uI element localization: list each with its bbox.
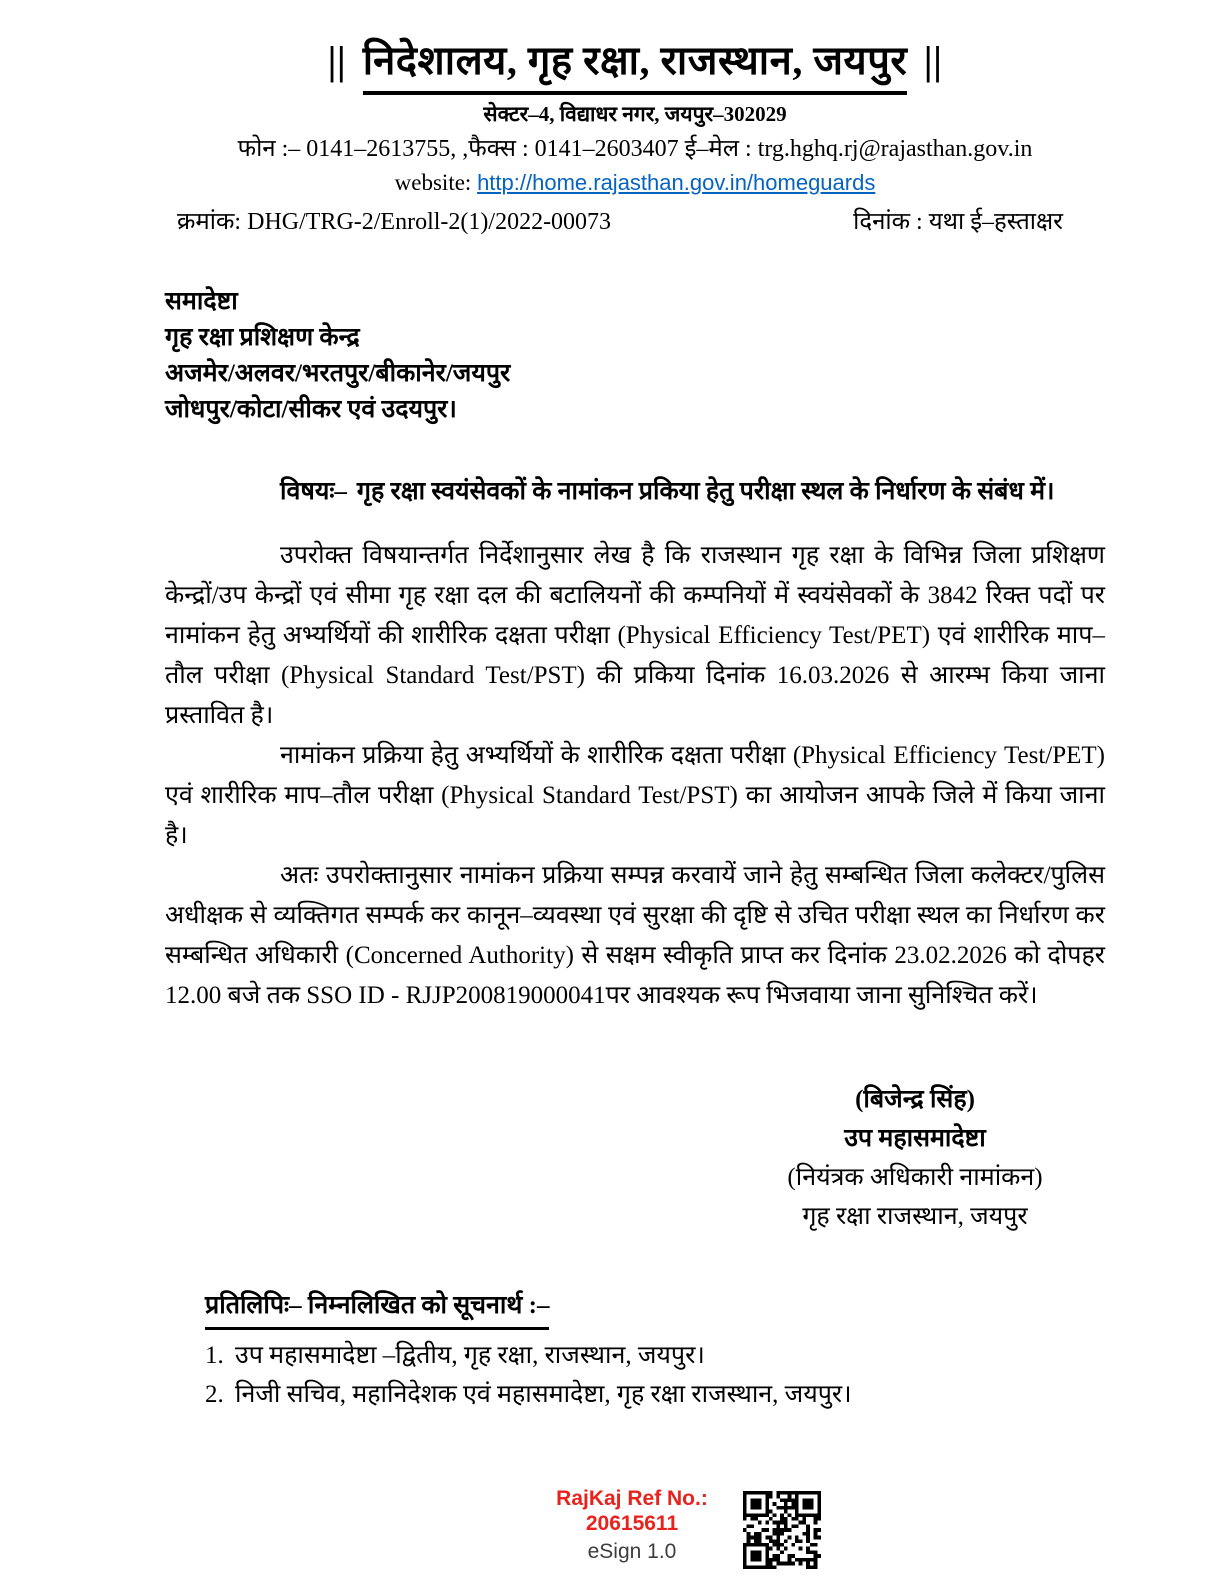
- copy-item-text: उप महासमादेष्टा –द्वितीय, गृह रक्षा, राजस्थान, जयपुर।: [235, 1342, 705, 1369]
- ref-date: [853, 206, 1063, 238]
- addressee-line: अजमेर/अलवर/भरतपुर/बीकानेर/जयपुर: [165, 360, 511, 387]
- copy-heading: प्रतिलिपिः– निम्नलिखित को सूचनार्थ :–: [205, 1286, 549, 1330]
- rajkaj-ref-number: 20615611: [585, 1512, 679, 1535]
- website-link[interactable]: http://home.rajasthan.gov.in/homeguards: [477, 170, 876, 195]
- title-bar-right: ||: [923, 38, 943, 83]
- ref-number-label: क्रमांक:: [177, 209, 242, 235]
- subject-text: गृह रक्षा स्वयंसेवकों के नामांकन प्रकिया हेतु परीक्षा स्थल के निर्धारण के संबंध में।: [356, 478, 1055, 505]
- letter-body: [165, 536, 1105, 1016]
- addressee-line: गृह रक्षा प्रशिक्षण केन्द्र: [165, 324, 360, 351]
- org-title-text: निदेशालय, गृह रक्षा, राजस्थान, जयपुर: [363, 34, 908, 95]
- signatory-designation: उप महासमादेष्टा: [844, 1125, 986, 1152]
- qr-code-icon: [743, 1491, 821, 1569]
- signature-block: [725, 1080, 1105, 1236]
- ref-date-label: दिनांक :: [853, 209, 923, 235]
- copy-item-number: 1.: [205, 1342, 224, 1369]
- signatory-org: गृह रक्षा राजस्थान, जयपुर: [802, 1203, 1028, 1230]
- org-address: सेक्टर–4, विद्याधर नगर, जयपुर–302029: [483, 102, 787, 126]
- website-label: website:: [394, 170, 472, 195]
- rajkaj-ref-block: [532, 1486, 732, 1565]
- org-title: [165, 34, 1105, 95]
- letterhead: [165, 34, 1105, 198]
- copy-item: [205, 1336, 1105, 1375]
- body-paragraph-2: नामांकन प्रक्रिया हेतु अभ्यर्थियों के शारीरिक दक्षता परीक्षा (Physical Efficiency Test/PET) एवं शारीरिक माप–तौल परीक्षा (Physical Standard Test/PST) का आयोजन आपके जिले में किया जाना है।: [165, 742, 1105, 849]
- rajkaj-ref-label: RajKaj Ref No.:: [556, 1487, 708, 1510]
- title-bar-left: ||: [327, 38, 347, 83]
- signatory-role: (नियंत्रक अधिकारी नामांकन): [787, 1164, 1043, 1191]
- body-paragraph-1: उपरोक्त विषयान्तर्गत निर्देशानुसार लेख है कि राजस्थान गृह रक्षा के विभिन्न जिला प्रशिक्षण केन्द्रों/उप केन्द्रों एवं सीमा गृह रक्षा दल की बटालियनों की कम्पनियों में स्वयंसेवकों के 3842 रिक्त पदों पर नामांकन हेतु अभ्यर्थियों की शारीरिक दक्षता परीक्षा (Physical Efficiency Test/PET) एवं शारीरिक माप–तौल परीक्षा (Physical Standard Test/PST) की प्रकिया दिनांक 16.03.2026 से आरम्भ किया जाना प्रस्तावित है।: [165, 542, 1105, 729]
- ref-date-value: यथा ई–हस्ताक्षर: [928, 209, 1063, 235]
- body-paragraph-3: अतः उपरोक्तानुसार नामांकन प्रक्रिया सम्पन्न करवायें जाने हेतु सम्बन्धित जिला कलेक्टर/पुलिस अधीक्षक से व्यक्तिगत सम्पर्क कर कानून–व्यवस्था एवं सुरक्षा की दृष्टि से उचित परीक्षा स्थल का निर्धारण कर सम्बन्धित अधिकारी (Concerned Authority) से सक्षम स्वीकृति प्राप्त कर दिनांक 23.02.2026 को दोपहर 12.00 बजे तक SSO ID - RJJP200819000041पर आवश्यक रूप भिजवाया जाना सुनिश्चित करें।: [165, 862, 1105, 1009]
- copy-item-text: निजी सचिव, महानिदेशक एवं महासमादेष्टा, गृह रक्षा राजस्थान, जयपुर।: [235, 1381, 852, 1408]
- addressee-line: जोधपुर/कोटा/सीकर एवं उदयपुर।: [165, 396, 457, 423]
- copy-section: [165, 1286, 1105, 1414]
- subject-line: [165, 472, 1105, 512]
- copy-item-number: 2.: [205, 1381, 224, 1408]
- website-line: [165, 168, 1105, 198]
- copy-item: [205, 1375, 1105, 1414]
- ref-number: [177, 206, 611, 238]
- subject-label: विषयः–: [280, 478, 347, 505]
- esign-label: eSign 1.0: [587, 1540, 677, 1563]
- addressee-line: समादेष्टा: [165, 288, 238, 315]
- addressee-block: [165, 284, 1105, 428]
- signatory-name: (बिजेन्द्र सिंह): [855, 1086, 975, 1113]
- contact-line: फोन :– 0141–2613755, ,फैक्स : 0141–2603407 ई–मेल : trg.hghq.rj@rajasthan.gov.in: [237, 136, 1033, 162]
- ref-number-value: DHG/TRG-2/Enroll-2(1)/2022-00073: [247, 209, 612, 235]
- reference-row: [165, 206, 1105, 238]
